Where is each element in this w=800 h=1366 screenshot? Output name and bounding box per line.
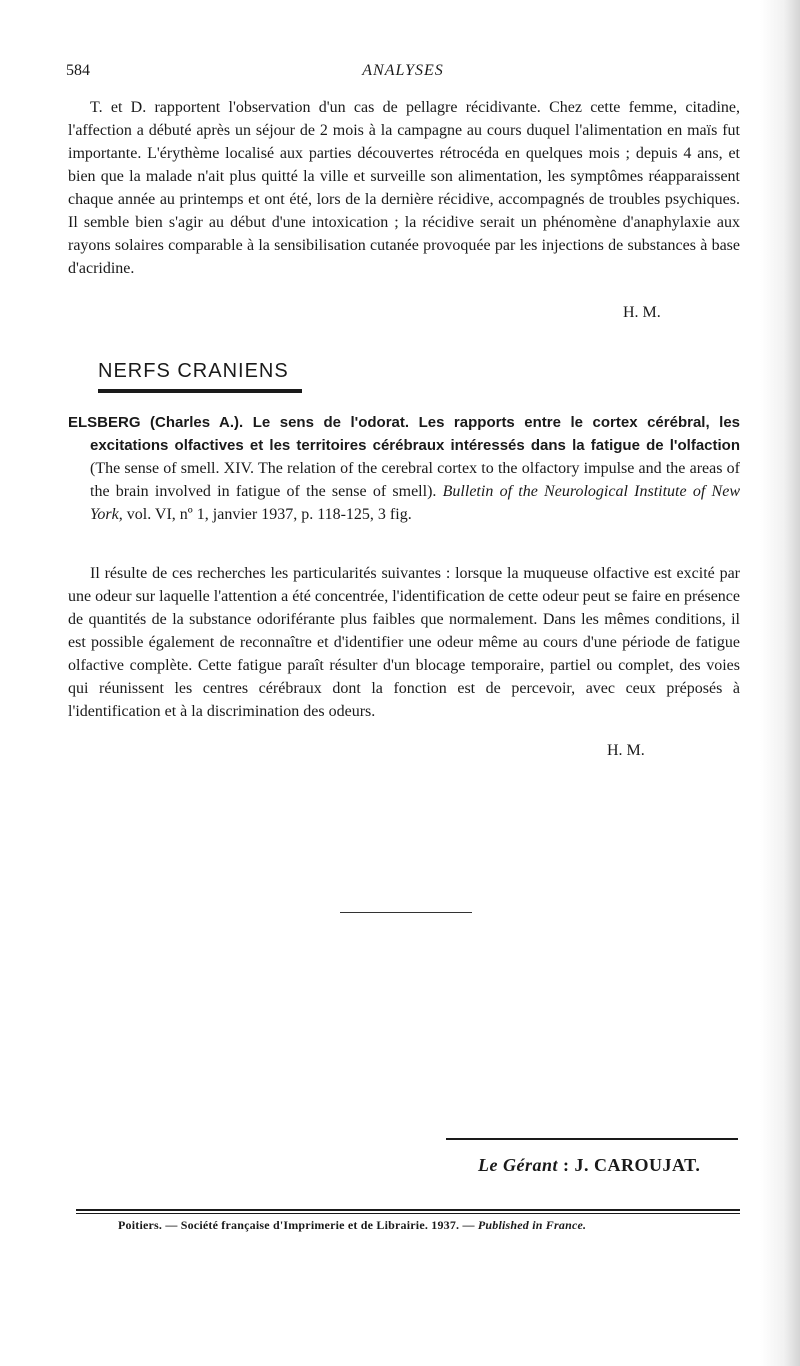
citation-title: ELSBERG (Charles A.). Le sens de l'odorat. Les rapports entre le cortex cérébral, les excitations olfactives et les territoires cérébraux intéressés dans la fatigue de l'olfaction bbox=[68, 414, 740, 454]
journal-title: ANALYSES bbox=[362, 62, 444, 79]
bibliographic-citation bbox=[68, 411, 740, 526]
page-edge-shadow bbox=[760, 0, 800, 1366]
gerant-name: J. CAROUJAT. bbox=[574, 1155, 701, 1175]
gerant-separator: : bbox=[558, 1155, 575, 1175]
second-article-body: Il résulte de ces recherches les particularités suivantes : lorsque la muqueuse olfactive est excité par une odeur sur laquelle l'attention a été concentrée, l'identification de cette odeur peut se faire en présence de quantités de la substance odoriférante plus faibles que normalement. Dans les mêmes conditions, il est possible également de reconnaître et d'identifier une odeur même au cours d'une période de fatigue olfactive complète. Cette fatigue paraît résulter d'un blocage temporaire, partiel ou complet, des voies qui réunissent les centres cérébraux dont la fonction est de percevoir, avec ceux préposés à l'identification et à la discrimination des odeurs. bbox=[68, 565, 740, 720]
running-head bbox=[66, 62, 740, 84]
first-article-body: T. et D. rapportent l'observation d'un cas de pellagre récidivante. Chez cette femme, citadine, l'affection a débuté après un séjour de 2 mois à la campagne au cours duquel l'alimentation en maïs fut importante. L'érythème localisé aux parties découvertes rétrocéda en quelques mois ; depuis 4 ans, et bien que la malade n'ait plus quitté la ville et surveille son alimentation, les symptômes réapparaissent chaque année au printemps et ont été, lors de la dernière récidive, accompagnés de troubles psychiques. Il semble bien s'agir au début d'une intoxication ; la récidive serait un phénomène d'anaphylaxie aux rayons solaires comparable à la sensibilisation cutanée provoquée par les injections de substances à base d'acridine. bbox=[68, 99, 740, 277]
gerant-line bbox=[478, 1155, 700, 1176]
colophon-published: Published in France. bbox=[477, 1218, 587, 1232]
printer-colophon bbox=[118, 1218, 586, 1233]
second-article-signature: H. M. bbox=[607, 742, 645, 759]
section-end-rule bbox=[340, 912, 472, 913]
citation-details: vol. VI, nº 1, janvier 1937, p. 118-125, 3 fig. bbox=[122, 506, 412, 523]
section-heading: NERFS CRANIENS bbox=[98, 360, 302, 393]
citation-english-title: (The sense of smell. XIV. The relation of the cerebral cortex to the olfactory impulse and the areas of the brain involved in fatigue of the sense of smell). bbox=[90, 460, 740, 500]
footer-rule bbox=[76, 1209, 740, 1214]
gerant-label: Le Gérant bbox=[478, 1155, 558, 1175]
page-number: 584 bbox=[66, 62, 90, 79]
citation-journal: Bulletin of the Neurological Institute of New York, bbox=[90, 483, 740, 523]
colophon-text: Poitiers. — Société française d'Imprimerie et de Librairie. 1937. — bbox=[118, 1218, 478, 1232]
gerant-rule bbox=[446, 1138, 738, 1140]
first-article-signature: H. M. bbox=[623, 304, 661, 321]
